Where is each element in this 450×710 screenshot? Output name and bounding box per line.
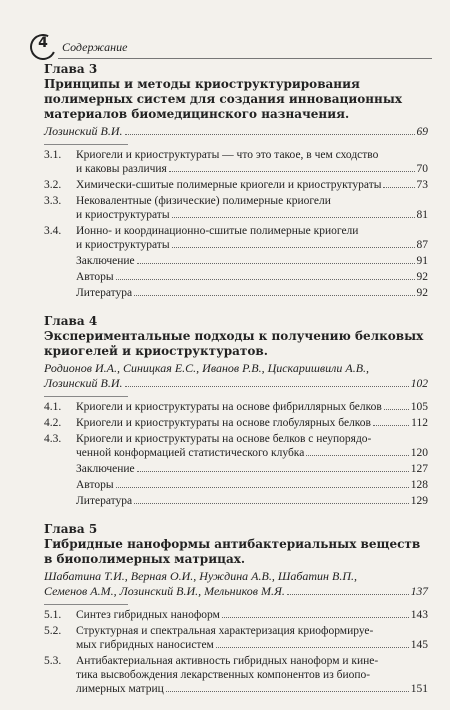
- section-title-cont: мых гибридных наносистем: [76, 639, 214, 651]
- section-number: 3.1.: [44, 149, 62, 161]
- page-ref[interactable]: 81: [416, 209, 428, 221]
- section-number: 5.3.: [44, 655, 62, 667]
- leader-dots: [172, 217, 415, 218]
- page-ref[interactable]: 87: [416, 239, 428, 251]
- leader-dots: [384, 409, 409, 410]
- leader-dots: [169, 171, 415, 172]
- section-title-cont: лимерных матриц: [76, 683, 164, 695]
- page-ref[interactable]: 145: [410, 639, 428, 651]
- toc-entry[interactable]: [44, 608, 428, 622]
- entry-title: Заключение: [76, 463, 135, 475]
- section-title-cont: и криоструктураты: [76, 209, 170, 221]
- section-list: [44, 148, 428, 300]
- section-title: Криогели и криоструктураты на основе белков с неупорядо-: [76, 433, 372, 445]
- header-rule: [58, 58, 432, 59]
- leader-dots: [134, 295, 414, 296]
- toc-entry[interactable]: [44, 654, 428, 696]
- leader-dots: [116, 487, 409, 488]
- section-title: Нековалентные (физические) полимерные криогели: [76, 195, 331, 207]
- section-title-cont: ченной конформацией статистического клубка: [76, 447, 305, 459]
- running-title: Содержание: [62, 39, 128, 54]
- page-ref[interactable]: 143: [410, 609, 428, 621]
- chapter-authors: [44, 376, 428, 392]
- page-ref[interactable]: 92: [416, 287, 428, 299]
- page-header: [30, 34, 127, 60]
- section-number: 4.3.: [44, 433, 62, 445]
- entry-title: Литература: [76, 287, 133, 299]
- section-list: [44, 400, 428, 508]
- toc-entry-conclusion[interactable]: [44, 254, 428, 268]
- chapter-label: Глава 5: [44, 522, 98, 536]
- leader-dots: [287, 594, 409, 595]
- leader-dots: [383, 187, 414, 188]
- leader-dots: [166, 691, 409, 692]
- toc-entry[interactable]: [44, 624, 428, 652]
- leader-dots: [134, 503, 409, 504]
- entry-title: Заключение: [76, 255, 135, 267]
- chapter-authors-line1: Родионов И.А., Синицкая Е.С., Иванов Р.В., Цискаришвили А.В.,: [44, 361, 370, 375]
- leader-dots: [216, 647, 409, 648]
- leader-dots: [116, 279, 415, 280]
- chapter-label: Глава 3: [44, 62, 98, 76]
- chapter-label: Глава 4: [44, 314, 98, 328]
- page-ref[interactable]: 127: [410, 463, 428, 475]
- leader-dots: [125, 386, 409, 387]
- toc-entry[interactable]: [44, 148, 428, 176]
- authors-text: Лозинский В.И.: [44, 376, 123, 390]
- toc-entry-authors[interactable]: [44, 478, 428, 492]
- section-title: Химически-сшитые полимерные криогели и криоструктураты: [76, 179, 382, 191]
- toc-entry-conclusion[interactable]: [44, 462, 428, 476]
- toc-entry-literature[interactable]: [44, 494, 428, 508]
- page-ref[interactable]: 137: [410, 586, 428, 598]
- page-ref[interactable]: 105: [410, 401, 428, 413]
- section-number: 4.1.: [44, 401, 62, 413]
- section-number: 4.2.: [44, 417, 62, 429]
- entry-title: Авторы: [76, 479, 114, 491]
- separator-rule: [44, 144, 128, 145]
- section-title: Криогели и криоструктураты — что это такое, в чем сходство: [76, 149, 379, 161]
- chapter-authors: [44, 124, 428, 140]
- section-number: 5.1.: [44, 609, 62, 621]
- chapter-title[interactable]: Принципы и методы криоструктурирования полимерных систем для создания инновационных материалов биомедицинского назначения.: [44, 77, 403, 121]
- page-ref[interactable]: 70: [416, 163, 428, 175]
- leader-dots: [125, 134, 415, 135]
- section-title: Синтез гибридных наноформ: [76, 609, 220, 621]
- separator-rule: [44, 604, 128, 605]
- toc-entry[interactable]: [44, 224, 428, 252]
- section-list: [44, 608, 428, 696]
- authors-text: Лозинский В.И.: [44, 124, 123, 138]
- toc-entry[interactable]: [44, 178, 428, 192]
- section-title-cont: тика высвобождения лекарственных компонентов из биопо-: [76, 669, 371, 681]
- section-title: Ионно- и координационно-сшитые полимерные криогели: [76, 225, 359, 237]
- section-number: 3.3.: [44, 195, 62, 207]
- toc-entry-literature[interactable]: [44, 286, 428, 300]
- toc-content: [44, 62, 428, 710]
- chapter-5: [44, 522, 428, 696]
- toc-entry[interactable]: [44, 400, 428, 414]
- leader-dots: [306, 455, 408, 456]
- chapter-4: [44, 314, 428, 508]
- entry-title: Авторы: [76, 271, 114, 283]
- page-ref[interactable]: 91: [416, 255, 428, 267]
- toc-entry-authors[interactable]: [44, 270, 428, 284]
- leader-dots: [137, 263, 415, 264]
- section-number: 3.4.: [44, 225, 62, 237]
- section-title-cont: и криоструктураты: [76, 239, 170, 251]
- section-title: Антибактериальная активность гибридных наноформ и кине-: [76, 655, 379, 667]
- leader-dots: [137, 471, 409, 472]
- leader-dots: [222, 617, 409, 618]
- leader-dots: [172, 247, 415, 248]
- page-number-badge: [30, 34, 56, 60]
- toc-entry[interactable]: [44, 416, 428, 430]
- chapter-3: [44, 62, 428, 300]
- page-number: 4: [38, 35, 48, 51]
- section-title: Криогели и криоструктураты на основе фибриллярных белков: [76, 401, 382, 413]
- section-title-cont: и каковы различия: [76, 163, 167, 175]
- toc-entry[interactable]: [44, 194, 428, 222]
- page-ref[interactable]: 151: [410, 683, 428, 695]
- section-number: 3.2.: [44, 179, 62, 191]
- leader-dots: [373, 425, 409, 426]
- page-ref[interactable]: 69: [416, 126, 428, 138]
- page-ref[interactable]: 73: [416, 179, 428, 191]
- chapter-authors-line1: Шабатина Т.И., Верная О.И., Нуждина А.В., Шабатин В.П.,: [44, 569, 357, 583]
- chapter-authors: [44, 584, 428, 600]
- page-ref[interactable]: 112: [411, 417, 428, 429]
- section-title: Структурная и спектральная характеризация криоформируе-: [76, 625, 374, 637]
- entry-title: Литература: [76, 495, 133, 507]
- authors-text: Семенов А.М., Лозинский В.И., Мельников М.Я.: [44, 584, 285, 598]
- chapter-title[interactable]: Экспериментальные подходы к получению белковых криогелей и криоструктуратов.: [44, 329, 424, 358]
- separator-rule: [44, 396, 128, 397]
- chapter-title[interactable]: Гибридные наноформы антибактериальных веществ в биополимерных матрицах.: [44, 537, 421, 566]
- page-ref[interactable]: 120: [410, 447, 428, 459]
- page-ref[interactable]: 129: [410, 495, 428, 507]
- section-title: Криогели и криоструктураты на основе глобулярных белков: [76, 417, 371, 429]
- page-ref[interactable]: 128: [410, 479, 428, 491]
- page-ref[interactable]: 102: [410, 378, 428, 390]
- page-ref[interactable]: 92: [416, 271, 428, 283]
- section-number: 5.2.: [44, 625, 62, 637]
- toc-entry[interactable]: [44, 432, 428, 460]
